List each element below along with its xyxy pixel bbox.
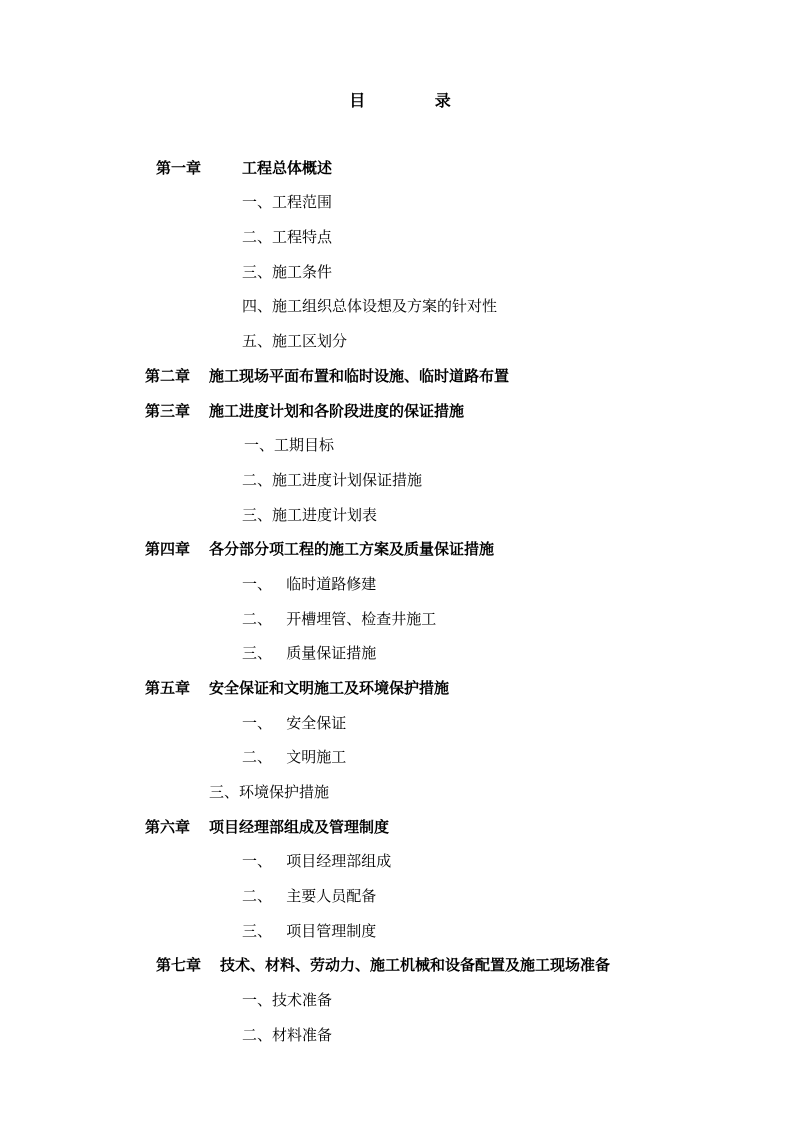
chapter-title: 工程总体概述 xyxy=(242,159,333,177)
toc-item[interactable]: 二、施工进度计划保证措施 xyxy=(242,471,423,489)
chapter-title: 安全保证和文明施工及环境保护措施 xyxy=(209,679,450,697)
toc-item[interactable]: 二、 开槽埋管、检查井施工 xyxy=(242,610,437,628)
chapter-number: 第五章 xyxy=(145,679,191,697)
chapter-title: 技术、材料、劳动力、施工机械和设备配置及施工现场准备 xyxy=(220,956,611,974)
chapter-title: 项目经理部组成及管理制度 xyxy=(209,818,390,836)
page-title: 目 录 xyxy=(349,91,483,110)
chapter-title: 施工现场平面布置和临时设施、临时道路布置 xyxy=(209,367,510,385)
toc-item[interactable]: 三、施工进度计划表 xyxy=(242,506,378,524)
chapter-number: 第六章 xyxy=(145,818,191,836)
toc-item[interactable]: 三、 质量保证措施 xyxy=(242,644,377,662)
toc-item[interactable]: 一、工程范围 xyxy=(242,193,333,211)
toc-item[interactable]: 三、 项目管理制度 xyxy=(242,922,377,940)
chapter-number: 第七章 xyxy=(156,956,202,974)
toc-item[interactable]: 一、 临时道路修建 xyxy=(242,575,377,593)
toc-item[interactable]: 二、材料准备 xyxy=(242,1026,333,1044)
chapter-number: 第二章 xyxy=(145,367,191,385)
chapter-number: 第三章 xyxy=(145,402,191,420)
toc-item[interactable]: 一、 项目经理部组成 xyxy=(242,852,392,870)
toc-item[interactable]: 四、施工组织总体设想及方案的针对性 xyxy=(242,297,498,315)
toc-item[interactable]: 二、 文明施工 xyxy=(242,748,347,766)
toc-item[interactable]: 三、施工条件 xyxy=(242,263,333,281)
chapter-title: 各分部分项工程的施工方案及质量保证措施 xyxy=(209,540,495,558)
chapter-number: 第四章 xyxy=(145,540,191,558)
toc-item[interactable]: 三、环境保护措施 xyxy=(209,783,330,801)
toc-item[interactable]: 五、施工区划分 xyxy=(242,332,348,350)
toc-item[interactable]: 一、 安全保证 xyxy=(242,714,347,732)
toc-item[interactable]: 一、工期目标 xyxy=(244,436,335,454)
toc-item[interactable]: 二、 主要人员配备 xyxy=(242,887,377,905)
chapter-title: 施工进度计划和各阶段进度的保证措施 xyxy=(209,402,465,420)
chapter-number: 第一章 xyxy=(156,159,202,177)
toc-item[interactable]: 一、技术准备 xyxy=(242,991,333,1009)
toc-item[interactable]: 二、工程特点 xyxy=(242,228,333,246)
